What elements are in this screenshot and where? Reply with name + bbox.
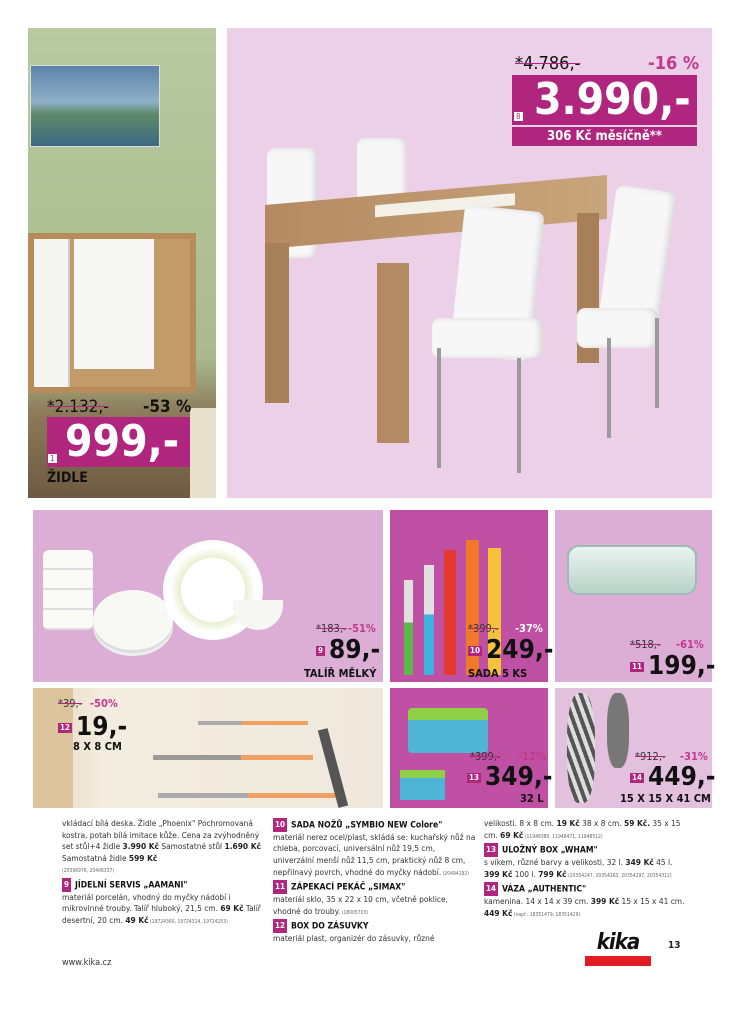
heading-text: JÍDELNÍ SERVIS „AAMANI" xyxy=(75,880,188,891)
desc-price: 49 Kč xyxy=(125,915,149,926)
item-number: 10 xyxy=(273,818,287,832)
desc-price: 3.990 Kč xyxy=(122,841,159,852)
item-number: 14 xyxy=(484,882,498,896)
price-value: 249,- xyxy=(486,635,554,665)
storage-box-large xyxy=(408,708,488,753)
desc-price: 69 Kč xyxy=(500,829,524,840)
item-number: 9 xyxy=(318,645,324,655)
price xyxy=(316,637,380,663)
heading-text: ZÁPEKACÍ PEKÁČ „SIMAX" xyxy=(291,882,406,893)
monthly-installment: 306 Kč měsíčně** xyxy=(512,127,697,146)
discount: -61% xyxy=(676,638,704,651)
desc-text: 45 l. xyxy=(653,857,673,868)
desc-heading xyxy=(62,878,267,892)
heading-text: SADA NOŽŮ „SYMBIO NEW Colore" xyxy=(291,820,443,831)
discount: -51% xyxy=(348,622,376,635)
logo-text: kika xyxy=(596,930,640,955)
old-price: *2.132,- xyxy=(47,397,109,417)
desc-text: Samostatná židle xyxy=(62,852,129,863)
desc-price: 799 Kč xyxy=(538,868,567,879)
desc-price: 69 Kč xyxy=(220,903,244,914)
desc-price: 19 Kč xyxy=(556,818,580,828)
knife xyxy=(153,755,313,760)
old-price: *912,- xyxy=(635,750,666,763)
vase-small xyxy=(607,693,629,768)
desc-text: s víkem, různé barvy a velikosti, 32 l. xyxy=(484,857,626,868)
desc-text: Talíř desertní, 20 cm. xyxy=(62,903,261,926)
old-price: *399,- xyxy=(468,622,499,635)
desc-text: materiál porcelán, vhodný do myčky nádobí i mikrovlnné trouby. Talíř hluboký, 21,5 cm. xyxy=(62,891,231,914)
price-value: 19,- xyxy=(76,712,128,742)
old-price: *399,- xyxy=(470,750,501,763)
product-code: (11948380, 11948471, 11948512) xyxy=(523,833,603,840)
item-number: 13 xyxy=(484,843,498,857)
desc-text: 100 l. xyxy=(512,868,539,879)
discount: -50% xyxy=(90,697,118,710)
product-label: SADA 5 KS xyxy=(468,667,528,680)
desc-text: materiál sklo, 35 x 22 x 10 cm, včetně poklice, vhodné do trouby. xyxy=(273,894,448,916)
sideboard xyxy=(28,233,196,393)
desc-text: velikosti. 8 x 8 cm. xyxy=(484,818,557,828)
description-column-2 xyxy=(273,818,478,945)
price-value: 349,- xyxy=(485,762,553,792)
product-code: (20354247, 20354263, 20354297, 20354312) xyxy=(566,872,672,879)
old-price: *4.786,- xyxy=(515,53,581,74)
price xyxy=(467,764,552,790)
page-number: 13 xyxy=(668,940,681,951)
price-tag xyxy=(512,75,697,125)
discount: -31% xyxy=(680,750,708,763)
fork xyxy=(158,793,338,798)
price xyxy=(630,653,715,679)
desc-text: vkládací bílá deska. Židle „Phoenix" Pochromovaná kostra, potah bílá imitace kůže. Cena za zvýhodněný set stůl+4 židle xyxy=(62,818,260,852)
heading-text: VÁZA „AUTHENTIC" xyxy=(502,884,587,895)
kika-logo xyxy=(585,932,651,968)
heading-text: BOX DO ZÁSUVKY xyxy=(291,921,369,932)
discount: -53 % xyxy=(143,397,192,417)
desc-heading xyxy=(273,919,478,933)
desc-text: Samostatné stůl xyxy=(158,841,225,852)
desc-text: materiál nerez ocel/plast, skládá se: kuchařský nůž na chleba, porcovací, universální nůž 19,5 cm, univerzální menší nůž 11,5 cm, praktický nůž 8 cm, nepřilnavý povrch, vhodné do myčky nádobí. xyxy=(273,831,476,877)
desc-price: 1.690 Kč xyxy=(224,841,261,852)
item-number: 1 xyxy=(50,454,55,463)
discount: -16 % xyxy=(648,53,700,74)
chair-seat xyxy=(190,408,216,498)
price-value: 199,- xyxy=(648,651,716,681)
description-column-3 xyxy=(484,818,689,921)
product-label: TALÍŘ MĚLKÝ xyxy=(304,667,377,680)
desc-text: kamenina. 14 x 14 x 39 cm. xyxy=(484,896,591,907)
price-value: 449,- xyxy=(648,762,716,792)
desc-price: 449 Kč xyxy=(484,907,513,918)
wall-painting xyxy=(30,65,160,147)
desc-price: 599 Kč xyxy=(128,852,158,863)
old-price: *39,- xyxy=(58,697,83,710)
item-number: 11 xyxy=(632,661,643,671)
old-price: *518,- xyxy=(630,638,661,651)
heading-text: ULOŽNÝ BOX „WHAM" xyxy=(502,845,598,856)
old-price: *183,- xyxy=(316,622,347,635)
glass-dish xyxy=(567,545,697,595)
item-number: 13 xyxy=(469,772,480,782)
desc-heading xyxy=(484,843,689,857)
storage-box-small xyxy=(400,770,445,800)
product-label: 15 X 15 X 41 CM xyxy=(620,792,711,805)
desc-text: 38 x 8 cm. xyxy=(579,818,624,828)
desc-heading xyxy=(273,880,478,894)
item-number: 9 xyxy=(62,878,71,892)
desc-text: 35 x 15 cm. xyxy=(484,818,681,840)
desc-price: 399 Kč xyxy=(590,896,620,907)
product-label: 32 L xyxy=(520,792,544,805)
product-label: 8 X 8 CM xyxy=(73,740,122,753)
product-code: (20396976, 20406337) xyxy=(62,868,115,875)
discount: -12% xyxy=(518,750,546,763)
item-number: 14 xyxy=(632,772,643,782)
desc-heading xyxy=(484,882,689,896)
discount: -37% xyxy=(515,622,543,635)
product-code: (např.: 18351479, 18351429) xyxy=(512,911,581,918)
plate-stack xyxy=(93,590,173,650)
product-label: ŽIDLE xyxy=(47,470,88,486)
desc-text: 15 x 15 x 41 cm. xyxy=(619,896,685,907)
desc-text: materiál plast, organizér do zásuvky, různé xyxy=(273,933,435,944)
product-code: (18005703) xyxy=(340,909,369,916)
vase-tall xyxy=(567,693,595,803)
cups xyxy=(43,550,93,630)
desc-price: 349 Kč xyxy=(625,857,654,868)
description-column-1 xyxy=(62,818,267,929)
price: 999,- xyxy=(65,416,180,467)
website-link[interactable]: www.kika.cz xyxy=(62,958,112,968)
desc-price: 59 Kč. xyxy=(624,818,651,828)
price-tag xyxy=(47,417,190,467)
price-value: 89,- xyxy=(329,635,381,665)
desc-heading xyxy=(273,818,478,832)
item-number: 10 xyxy=(470,645,481,655)
price xyxy=(630,764,715,790)
item-number: 11 xyxy=(273,880,287,894)
price xyxy=(468,637,553,663)
item-number: 12 xyxy=(60,722,71,732)
price xyxy=(58,714,127,740)
item-number: 12 xyxy=(273,919,287,933)
product-code: (19724360, 19724314, 19724253) xyxy=(148,919,228,926)
spoon xyxy=(198,721,308,725)
desc-price: 399 Kč xyxy=(484,868,513,879)
price: 3.990,- xyxy=(534,74,691,125)
product-code: (20494192) xyxy=(441,870,470,877)
item-number: 8 xyxy=(516,112,521,121)
